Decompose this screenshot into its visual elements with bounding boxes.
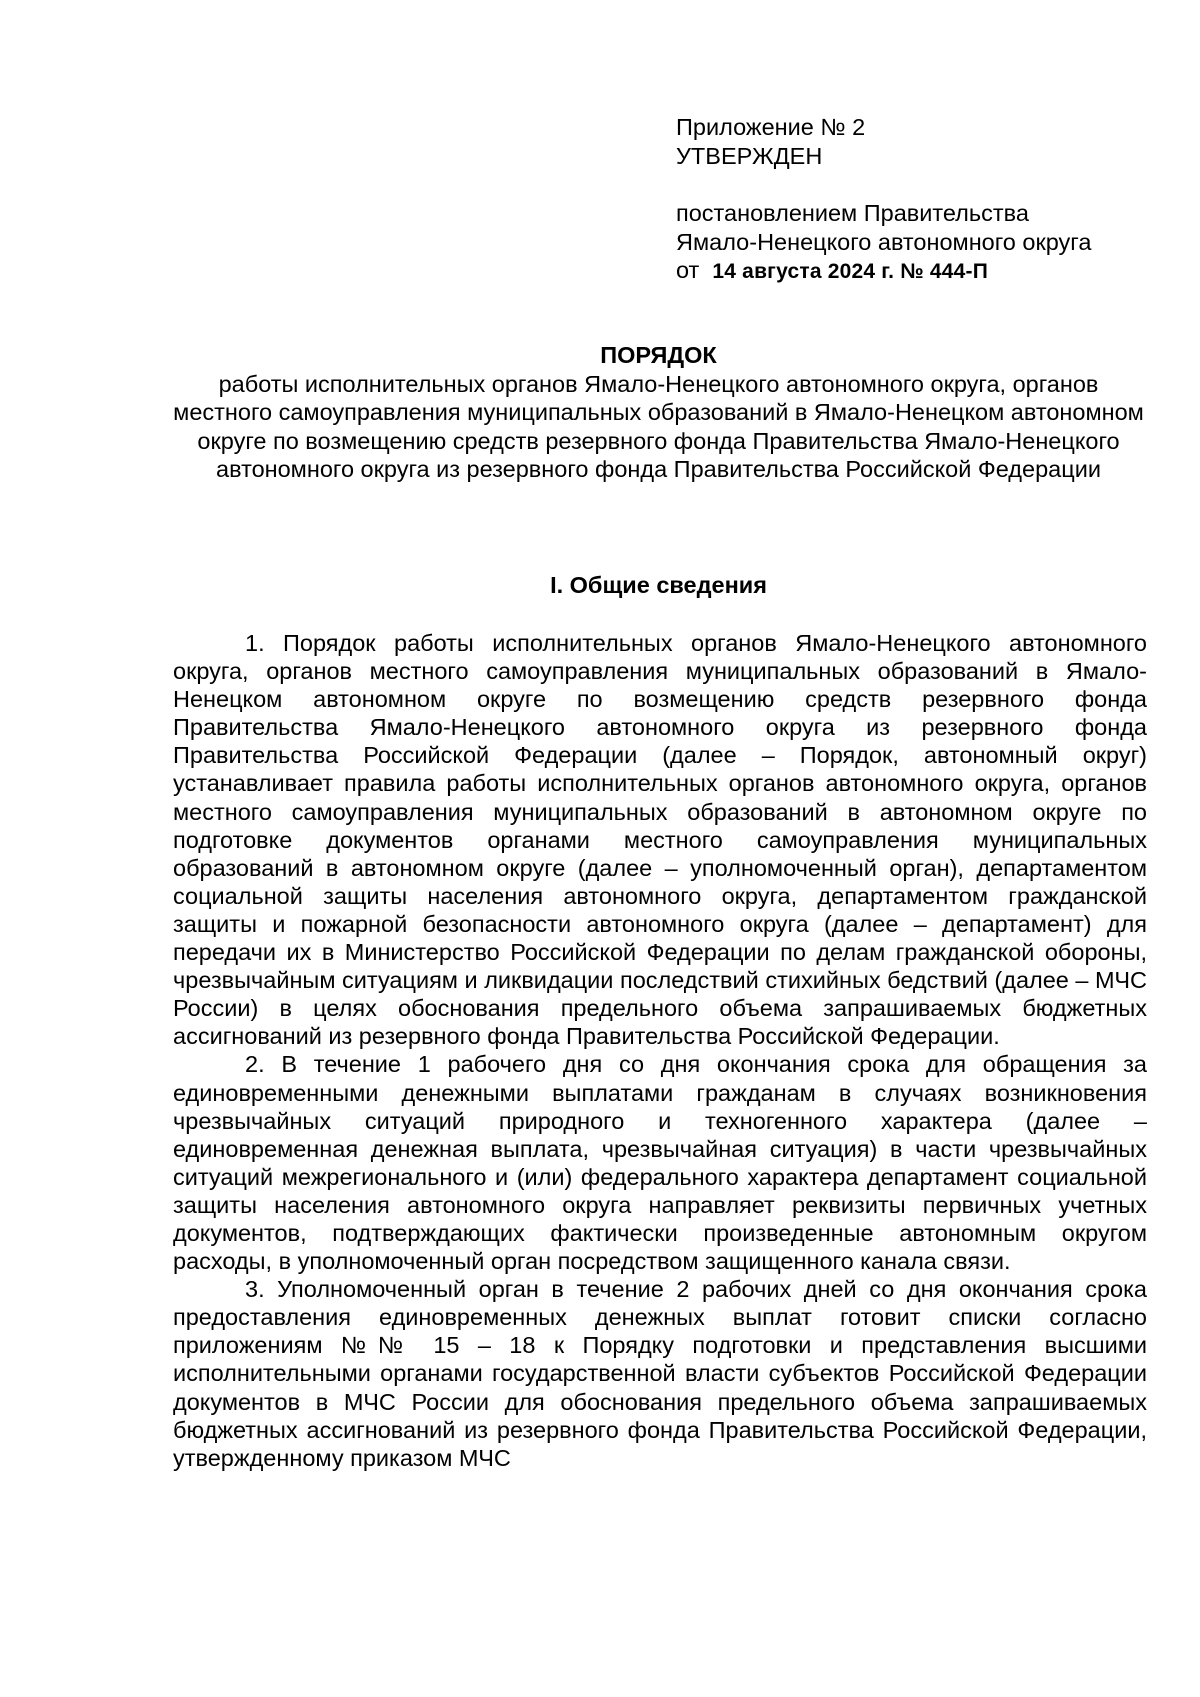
document-title: ПОРЯДОК bbox=[600, 342, 717, 368]
approved-label: УТВЕРЖДЕН bbox=[676, 142, 823, 169]
date-prefix: от bbox=[676, 257, 700, 283]
appendix-label: Приложение № 2 bbox=[676, 114, 866, 140]
document-subtitle: работы исполнительных органов Ямало-Ненецкого автономного округа, органов местного самоуправления муниципальных образований в Ямало-Ненецком автономном округе по возмещению средств резервного фонда Правительства Ямало-Ненецкого автономного округа из резервного фонда Правительства Российской Федерации bbox=[173, 370, 1144, 483]
document-title-block bbox=[170, 341, 1147, 484]
section-heading: I. Общие сведения bbox=[550, 572, 767, 598]
paragraph-1: 1. Порядок работы исполнительных органов Ямало-Ненецкого автономного округа, органов местного самоуправления муниципальных образований в Ямало-Ненецком автономном округе по возмещению средств резервного фонда Правительства Ямало-Ненецкого автономного округа из резервного фонда Правительства Российской Федерации (далее – Порядок, автономный округ) устанавливает правила работы исполнительных органов автономного округа, органов местного самоуправления муниципальных образований в автономном округе по подготовке документов органами местного самоуправления муниципальных образований в автономном округе (далее – уполномоченный орган), департаментом социальной защиты населения автономного округа, департаментом гражданской защиты и пожарной безопасности автономного округа (далее – департамент) для передачи их в Министерство Российской Федерации по делам гражданской обороны, чрезвычайным ситуациям и ликвидации последствий стихийных бедствий (далее – МЧС России) в целях обоснования предельного объема запрашиваемых бюджетных ассигнований из резервного фонда Правительства Российской Федерации. bbox=[173, 630, 1147, 1050]
decree-date-number: 14 августа 2024 г. № 444-П bbox=[712, 260, 988, 283]
decree-date-line bbox=[676, 256, 1156, 287]
approval-spacer bbox=[676, 170, 1156, 199]
paragraph-2: 2. В течение 1 рабочего дня со дня окончания срока для обращения за единовременными денежными выплатами гражданам в случаях возникновения чрезвычайных ситуаций природного и техногенного характера (далее – единовременная денежная выплата, чрезвычайная ситуация) в части чрезвычайных ситуаций межрегионального и (или) федерального характера департамент социальной защиты населения автономного округа направляет реквизиты первичных учетных документов, подтверждающих фактически произведенные автономным округом расходы, в уполномоченный орган посредством защищенного канала связи. bbox=[173, 1051, 1147, 1275]
decree-line-1: постановлением Правительства bbox=[676, 200, 1029, 226]
decree-line-2: Ямало-Ненецкого автономного округа bbox=[676, 228, 1092, 255]
approval-block bbox=[676, 113, 1156, 287]
document-body bbox=[173, 629, 1147, 1472]
paragraph-3: 3. Уполномоченный орган в течение 2 рабочих дней со дня окончания срока предоставления единовременных денежных выплат готовит списки согласно приложениям №№ 15 – 18 к Порядку подготовки и представления высшими исполнительными органами государственной власти субъектов Российской Федерации документов в МЧС России для обоснования предельного объема запрашиваемых бюджетных ассигнований из резервного фонда Правительства Российской Федерации, утвержденному приказом МЧС bbox=[173, 1276, 1147, 1471]
